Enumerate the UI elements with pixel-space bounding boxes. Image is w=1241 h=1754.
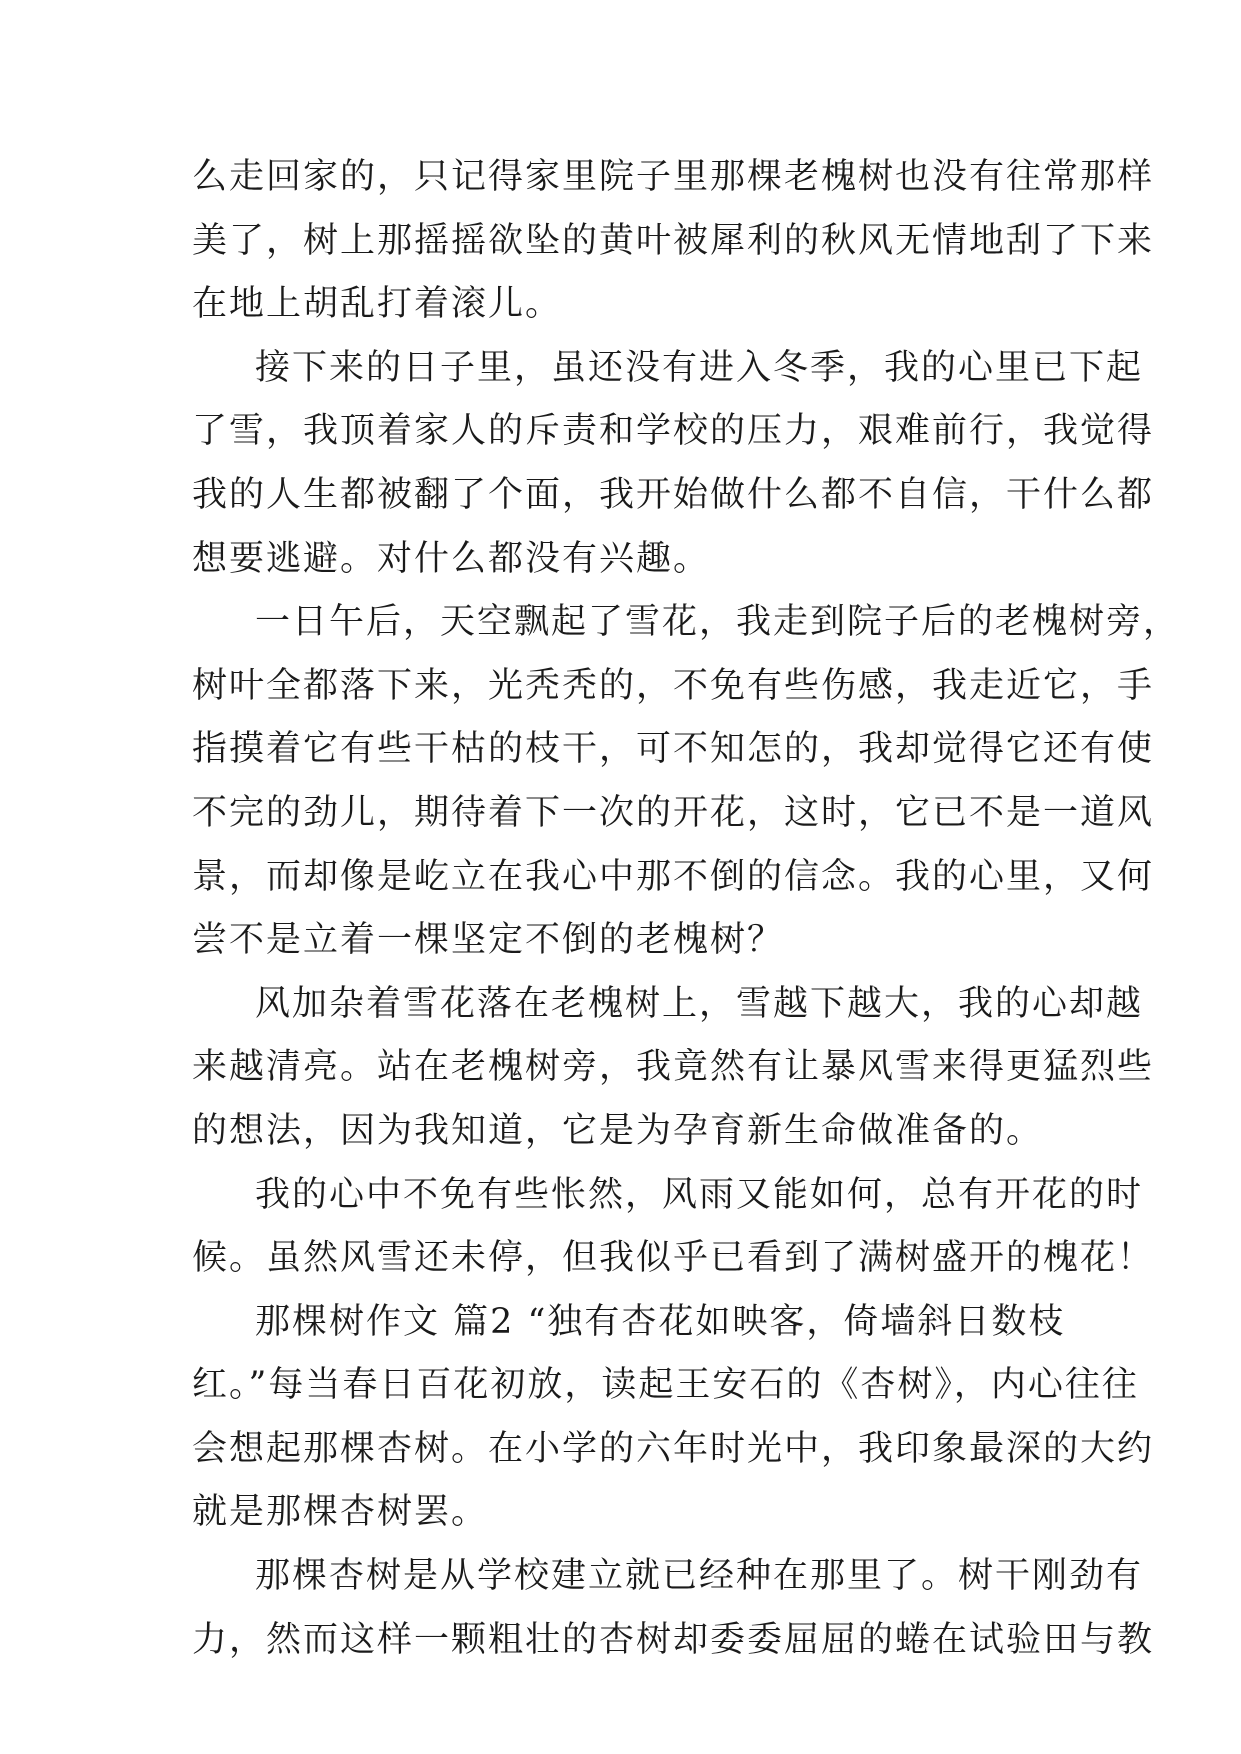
paragraph-start-line: 那棵杏树是从学校建立就已经种在那里了。树干刚劲有 (255, 1556, 1144, 1597)
text-line: 红。”每当春日百花初放，读起王安石的《杏树》，内心往往 (192, 1365, 1139, 1406)
text-line: 不完的劲儿，期待着下一次的开花，这时，它已不是一道风 (192, 792, 1155, 833)
text-line: 候。虽然风雪还未停，但我似乎已看到了满树盛开的槐花！ (192, 1238, 1155, 1279)
paragraph-start-line: 我的心中不免有些怅然，风雨又能如何，总有开花的时 (255, 1174, 1144, 1215)
text-line: 在地上胡乱打着滚儿。 (192, 284, 563, 325)
text-line: 会想起那棵杏树。在小学的六年时光中，我印象最深的大约 (192, 1428, 1155, 1469)
paragraph-start-line: 接下来的日子里，虽还没有进入冬季，我的心里已下起 (255, 347, 1144, 388)
text-line: 就是那棵杏树罢。 (192, 1492, 489, 1533)
section-heading-line: 那棵树作文 篇2 “独有杏花如映客，倚墙斜日数枝 (255, 1301, 1066, 1342)
text-line: 想要逃避。对什么都没有兴趣。 (192, 538, 711, 579)
essay-body (192, 146, 1181, 1672)
text-line: 树叶全都落下来，光秃秃的，不免有些伤感，我走近它，手 (192, 665, 1155, 706)
paragraph-start-line: 一日午后，天空飘起了雪花，我走到院子后的老槐树旁， (255, 602, 1181, 643)
text-line: 指摸着它有些干枯的枝干，可不知怎的，我却觉得它还有使 (192, 729, 1155, 770)
text-line: 了雪，我顶着家人的斥责和学校的压力，艰难前行，我觉得 (192, 411, 1155, 452)
text-line: 的想法，因为我知道，它是为孕育新生命做准备的。 (192, 1110, 1044, 1151)
text-line: 我的人生都被翻了个面，我开始做什么都不自信，干什么都 (192, 474, 1155, 515)
text-line: 么走回家的，只记得家里院子里那棵老槐树也没有往常那样 (192, 157, 1155, 197)
text-line: 尝不是立着一棵坚定不倒的老槐树？ (192, 920, 785, 961)
paragraph-start-line: 风加杂着雪花落在老槐树上，雪越下越大，我的心却越 (255, 983, 1144, 1024)
text-line: 来越清亮。站在老槐树旁，我竟然有让暴风雪来得更猛烈些 (192, 1047, 1155, 1088)
text-line: 力，然而这样一颗粗壮的杏树却委委屈屈的蜷在试验田与教 (192, 1619, 1155, 1660)
text-line: 景，而却像是屹立在我心中那不倒的信念。我的心里，又何 (192, 856, 1155, 897)
text-line: 美了，树上那摇摇欲坠的黄叶被犀利的秋风无情地刮了下来 (192, 220, 1155, 261)
